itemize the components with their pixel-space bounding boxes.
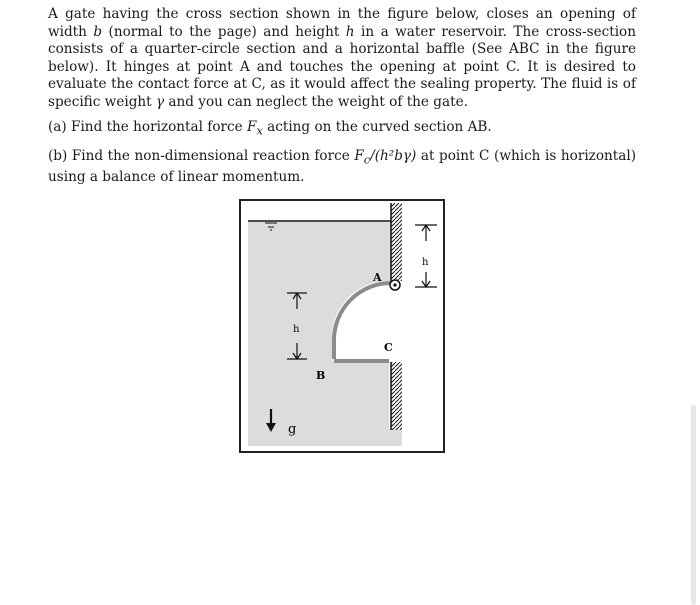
part-a-text-1: (a) Find the horizontal force bbox=[48, 118, 247, 135]
intro-text-2: (normal to the page) and height bbox=[102, 23, 346, 40]
label-C: C bbox=[384, 341, 393, 354]
part-a-text-2: acting on the curved section AB. bbox=[262, 118, 492, 135]
intro-text-3: in a water reservoir. The cross-section consists of a quarter-circle section and a horizontal baffle (See ABC in the figure below). It hinges at point A and touches the opening at point C. It is desired to evaluate the contact force at C, as it would affect the sealing property. The fluid is of specific weight bbox=[48, 23, 636, 110]
gate-diagram bbox=[239, 199, 445, 453]
var-gamma: γ bbox=[155, 93, 165, 110]
label-h-right: h bbox=[422, 257, 429, 268]
var-F-c: F bbox=[354, 147, 364, 164]
scrollbar[interactable] bbox=[691, 405, 696, 605]
part-b-text-1: (b) Find the non-dimensional reaction force bbox=[48, 147, 355, 164]
hinge-pin bbox=[393, 283, 396, 286]
problem-intro bbox=[48, 6, 636, 112]
var-h: h bbox=[345, 23, 355, 40]
gate-figure bbox=[239, 199, 445, 453]
part-a bbox=[48, 119, 636, 140]
var-b: b bbox=[93, 23, 103, 40]
part-b-text-2: at point C (which is horizontal) using a balance of linear momentum. bbox=[48, 147, 636, 186]
nondim-expression: /(h²bγ) bbox=[370, 147, 417, 164]
problem-statement bbox=[48, 6, 636, 195]
label-A: A bbox=[373, 271, 382, 284]
upper-wall bbox=[391, 203, 402, 281]
var-F-c-subscript: c bbox=[363, 152, 371, 167]
label-B: B bbox=[316, 369, 326, 382]
intro-text-1: A gate having the cross section shown in the figure below, closes an opening of width bbox=[48, 6, 636, 40]
part-b bbox=[48, 148, 636, 187]
lower-wall bbox=[391, 362, 402, 430]
label-g: g bbox=[288, 422, 297, 437]
var-F-x-subscript: x bbox=[256, 123, 263, 138]
label-h-left: h bbox=[293, 324, 300, 335]
intro-text-4: and you can neglect the weight of the gate. bbox=[164, 93, 468, 110]
var-F-x: F bbox=[247, 118, 257, 135]
